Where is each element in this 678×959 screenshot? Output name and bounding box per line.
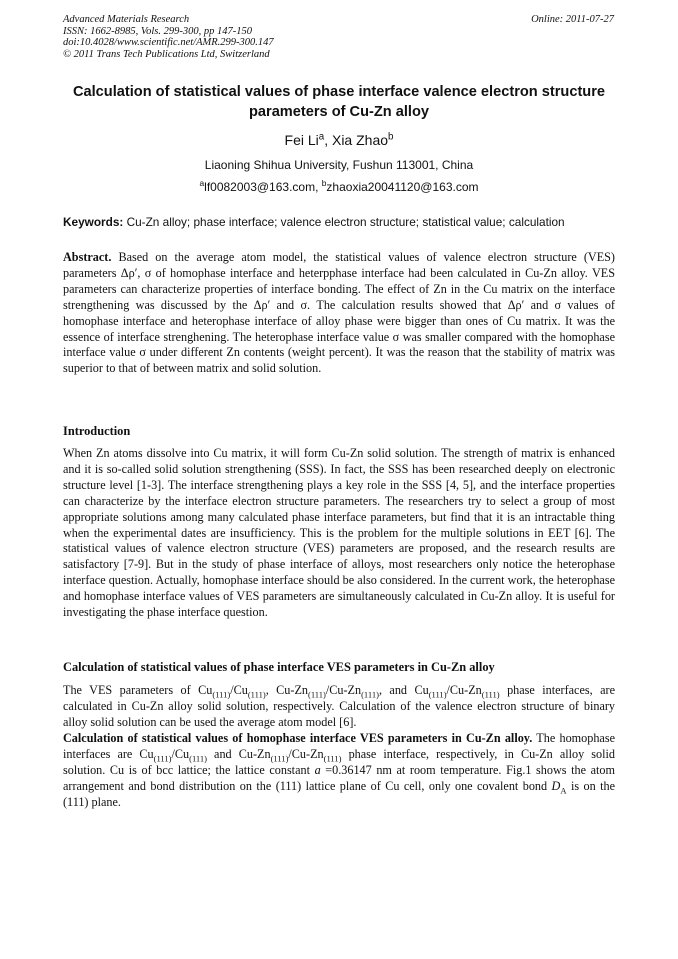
text-run: is on the (111) plane.	[63, 778, 615, 809]
homophase-paragraph	[63, 731, 615, 811]
text-run: The VES parameters of Cu	[63, 683, 213, 697]
text-run: /Cu-Zn	[325, 683, 362, 697]
email-sup: a	[199, 178, 205, 188]
author-sup: a	[318, 131, 325, 143]
abstract-text: Based on the average atom model, the statistical values of valence electron structure (VES) parameters Δρ′, σ of homophase interface and heterpphase interface had been calculated in Cu-Zn alloy. VES parameters can characterize properties of interface bonding. The effect of Zn in the Cu matrix on the interface strengthening was discussed by the Δρ′ and σ. The calculation results showed that Δρ′ and σ values of homophase interface and heterophase interface of alloy phase were bigger than ones of Cu matrix. It was the essence of interface strenghening. The heterophase interface value σ was smaller compared with the homophase interface value σ under different Zn contents (weight percent). It was the reason that the stability of matrix was superior to that of between matrix and solid solution.	[63, 250, 615, 376]
email-address: lf0082003@163.com,	[204, 180, 322, 194]
affiliation: Liaoning Shihua University, Fushun 113001, China	[204, 158, 474, 172]
text-run: =0.36147 nm at room temperature. Fig.1 shows the atom arrangement and bond distribution on the (111) lattice plane of Cu cell, only one covalent bond	[63, 762, 615, 793]
run-in-heading: Calculation of statistical values of homophase interface VES parameters in Cu-Zn alloy.	[63, 731, 533, 745]
text-run: /Cu-Zn	[446, 683, 482, 697]
variable: D	[551, 778, 561, 793]
subscript: (111)	[189, 753, 207, 764]
abstract	[63, 250, 615, 377]
text-run: The homophase interfaces are Cu	[63, 731, 615, 761]
text-run: /Cu	[171, 746, 190, 761]
calculation-paragraph	[63, 683, 615, 731]
copyright-line: © 2011 Trans Tech Publications Ltd, Switzerland	[63, 48, 270, 60]
section-heading-calculation: Calculation of statistical values of phase interface VES parameters in Cu-Zn alloy	[63, 660, 495, 674]
subscript: (111)	[428, 689, 447, 700]
author-name: Xia Zhao	[331, 132, 389, 148]
journal-header	[63, 14, 274, 60]
subscript: (111)	[323, 753, 342, 764]
doi-line: doi:10.4028/www.scientific.net/AMR.299-300.147	[63, 37, 274, 48]
issn-line: ISSN: 1662-8985, Vols. 299-300, pp 147-150	[63, 25, 252, 37]
text-run: phase interfaces, are calculated in Cu-Zn alloy solid solution, respectively. Calculation of the valence electron structure of binary alloy solid solution can be used the average atom model [6].	[63, 683, 615, 729]
subscript: (111)	[308, 689, 326, 700]
variable: a	[314, 762, 321, 777]
paper-title: Calculation of statistical values of phase interface valence electron structure parameters of Cu-Zn alloy	[72, 84, 606, 120]
text-run: , and Cu	[378, 683, 429, 697]
email-line	[63, 180, 615, 194]
keywords	[63, 215, 615, 229]
author-line	[63, 132, 615, 148]
subscript: (111)	[270, 753, 289, 764]
introduction-paragraph: When Zn atoms dissolve into Cu matrix, it will form Cu-Zn solid solution. The strength of matrix is enhanced and it is so-called solid solution strengthening (SSS). In fact, the SSS has been researched deeply on electronic structure level [1-3]. The interface strengthening plays a key role in the SSS [4, 5], and the interface properties can characterize by the interface electron structure parameters. The researchers try to select a group of most appropriate solutions among many calculated phase interface parameters, but find that it is an intractable thing when the experimental dates are insufficiency. This is the problem for the multiple solutions in EET [6]. The statistical values of valence electron structure (VES) parameters are proposed, and the research results are satisfactory [7-9]. But in the study of phase interface of alloys, most researchers only notice the heterophase interface question. Actually, homophase interface should be also considered. In the current work, the heterophase and homophase interface values of VES parameters are simultaneously calculated in Cu-Zn alloy. It is useful for investigating the phase interface question.	[63, 446, 615, 620]
email-address: zhaoxia20041120@163.com	[326, 180, 479, 194]
journal-name: Advanced Materials Research	[63, 14, 190, 25]
subscript: (111)	[153, 753, 172, 764]
text-run: and Cu-Zn	[206, 746, 271, 761]
abstract-label: Abstract.	[63, 250, 112, 264]
author-name: Fei Li	[284, 132, 319, 148]
text-run: phase interface, respectively, in Cu-Zn alloy solid solution. Cu is of bcc lattice; the lattice constant	[63, 746, 616, 777]
keywords-text: Cu-Zn alloy; phase interface; valence electron structure; statistical value; calculation	[123, 215, 565, 229]
online-date: Online: 2011-07-27	[531, 14, 614, 25]
keywords-label: Keywords:	[63, 215, 124, 229]
subscript: (111)	[361, 689, 379, 700]
author-sup: b	[388, 131, 394, 143]
text-run: , Cu-Zn	[265, 683, 308, 697]
section-heading-introduction: Introduction	[63, 424, 131, 438]
subscript: (111)	[212, 689, 231, 700]
author-separator: ,	[324, 132, 332, 148]
email-sup: b	[321, 178, 327, 188]
subscript: (111)	[247, 689, 266, 700]
subscript: A	[560, 785, 567, 796]
subscript: (111)	[481, 689, 500, 700]
text-run: /Cu-Zn	[288, 746, 324, 761]
text-run: /Cu	[230, 683, 248, 697]
